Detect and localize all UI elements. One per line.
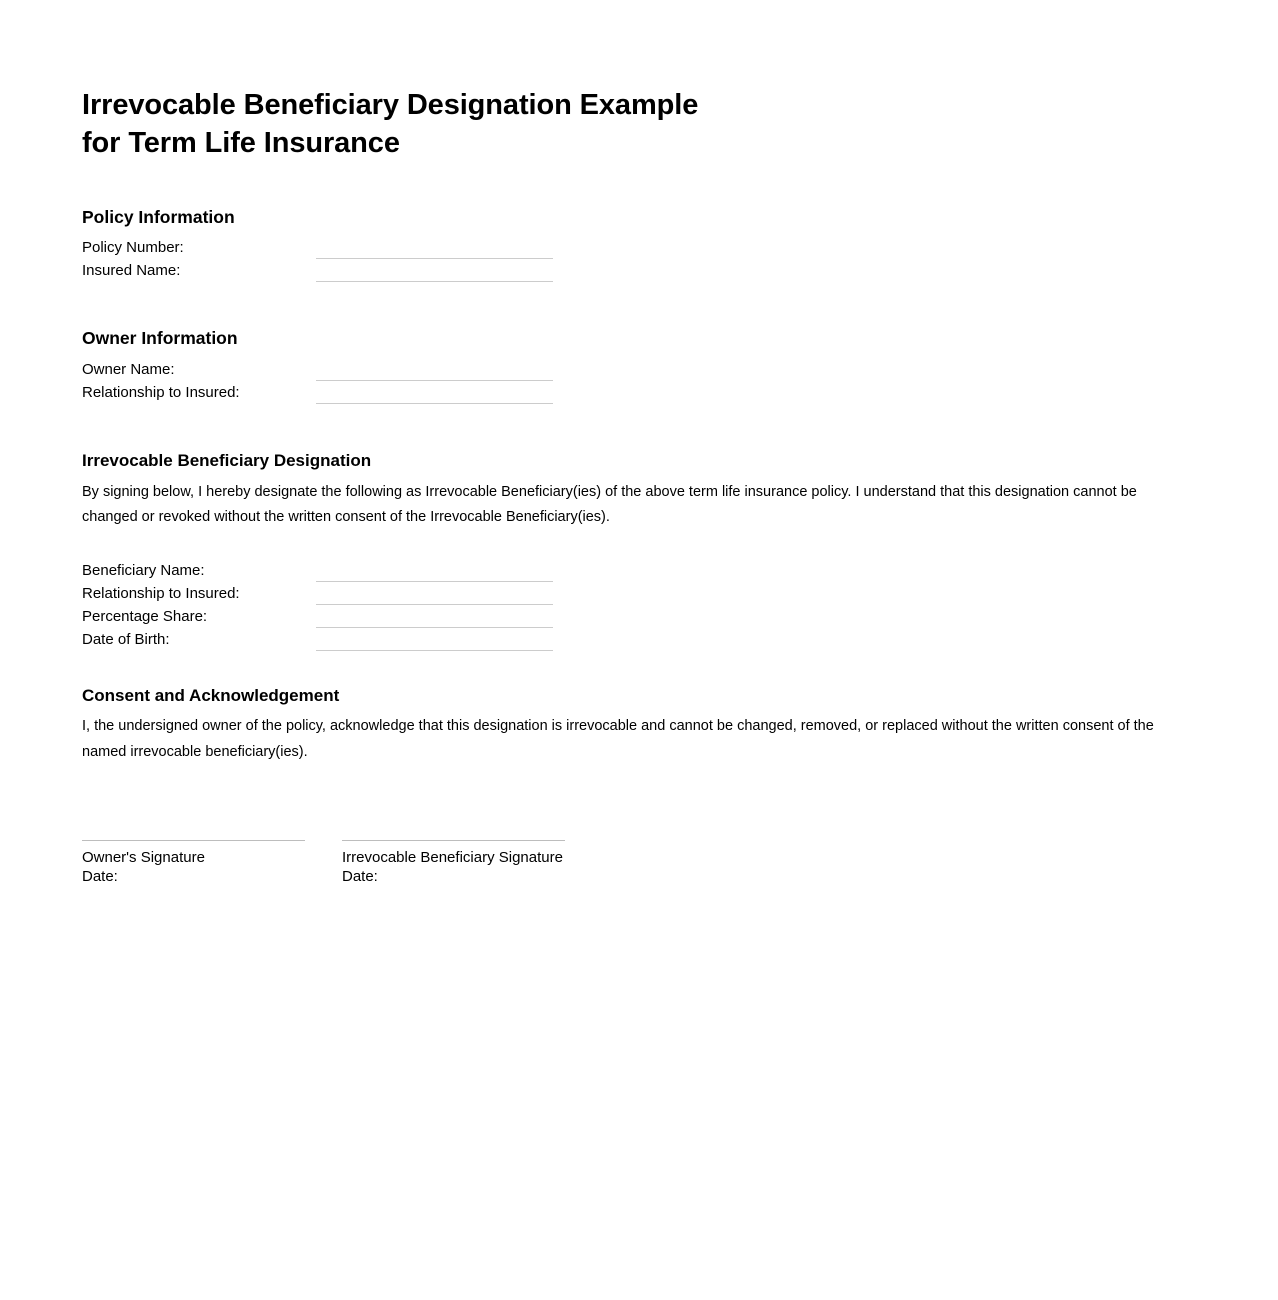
- section-heading-policy-information: Policy Information: [82, 206, 235, 227]
- signature-date-owner[interactable]: Date:: [82, 867, 118, 885]
- page-title-line-2: for Term Life Insurance: [82, 127, 400, 160]
- field-row-policy-number[interactable]: [82, 236, 1196, 259]
- signature-column-owner: [82, 840, 305, 886]
- signature-line-owner[interactable]: [82, 840, 305, 841]
- signature-label-owner: Owner's Signature: [82, 848, 205, 866]
- field-row-owner-name[interactable]: [82, 358, 1196, 381]
- field-label-beneficiary-relationship: Relationship to Insured:: [82, 585, 240, 603]
- field-input-owner-relationship[interactable]: [316, 403, 553, 404]
- signature-date-beneficiary[interactable]: Date:: [342, 867, 378, 885]
- field-label-policy-number: Policy Number:: [82, 239, 184, 257]
- field-label-percentage-share: Percentage Share:: [82, 608, 208, 626]
- section-consent-and-acknowledgement: [82, 685, 1196, 766]
- signature-block: [82, 840, 1196, 886]
- consent-paragraph: I, the undersigned owner of the policy, acknowledge that this designation is irrevocable and cannot be changed, removed, or replaced without the written consent of the named irrevocable beneficiary(ies).: [82, 718, 1154, 761]
- page-title: [82, 86, 1196, 163]
- field-row-percentage-share[interactable]: [82, 605, 1196, 628]
- section-heading-consent-and-acknowledgement: Consent and Acknowledgement: [82, 686, 340, 706]
- section-policy-information: [82, 207, 1196, 283]
- policy-information-field-list: [82, 236, 1196, 282]
- signature-column-beneficiary: [342, 840, 565, 886]
- field-label-owner-relationship: Relationship to Insured:: [82, 384, 240, 402]
- section-heading-owner-information: Owner Information: [82, 328, 238, 349]
- signature-label-beneficiary: Irrevocable Beneficiary Signature: [342, 848, 563, 866]
- field-label-owner-name: Owner Name:: [82, 361, 175, 379]
- field-label-date-of-birth: Date of Birth:: [82, 631, 170, 649]
- beneficiary-field-list: [82, 559, 1196, 651]
- field-label-beneficiary-name: Beneficiary Name:: [82, 562, 205, 580]
- section-irrevocable-beneficiary-designation: [82, 450, 1196, 651]
- designation-paragraph: By signing below, I hereby designate the following as Irrevocable Beneficiary(ies) of the above term life insurance policy. I understand that this designation cannot be changed or revoked without the written consent of the Irrevocable Beneficiary(ies).: [82, 483, 1137, 526]
- owner-information-field-list: [82, 358, 1196, 404]
- section-heading-irrevocable-beneficiary-designation: Irrevocable Beneficiary Designation: [82, 451, 372, 471]
- field-input-insured-name[interactable]: [316, 281, 553, 282]
- field-input-date-of-birth[interactable]: [316, 650, 553, 651]
- field-row-insured-name[interactable]: [82, 259, 1196, 282]
- field-row-beneficiary-name[interactable]: [82, 559, 1196, 582]
- signature-line-beneficiary[interactable]: [342, 840, 565, 841]
- page-title-line-1: Irrevocable Beneficiary Designation Example: [82, 89, 699, 121]
- field-row-owner-relationship[interactable]: [82, 381, 1196, 404]
- field-label-insured-name: Insured Name:: [82, 262, 181, 280]
- section-owner-information: [82, 328, 1196, 404]
- field-row-beneficiary-relationship[interactable]: [82, 582, 1196, 605]
- field-row-date-of-birth[interactable]: [82, 628, 1196, 651]
